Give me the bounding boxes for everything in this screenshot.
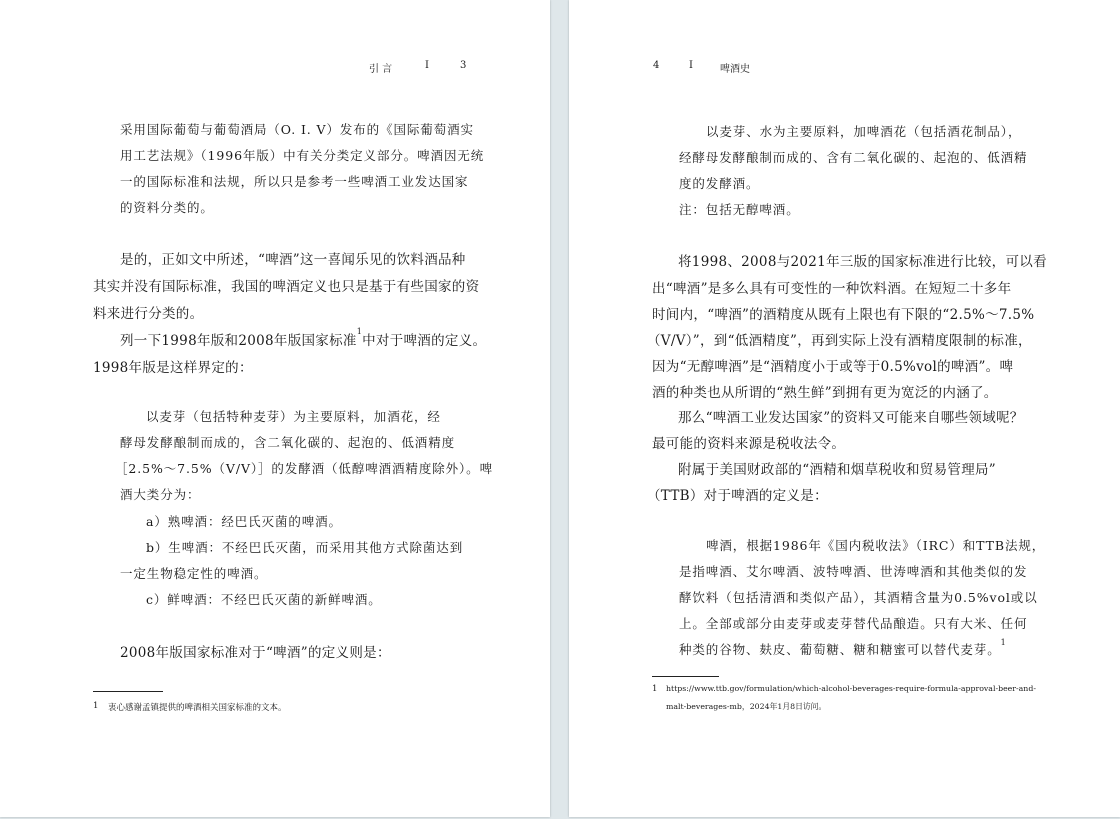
body-line: 将1998、2008与2021年三版的国家标准进行比较，可以看 (678, 254, 1047, 270)
running-header-separator: I (425, 60, 429, 71)
definition-line: 以麦芽（包括特种麦芽）为主要原料，加酒花，经 (146, 409, 441, 424)
body-line: （V/V）”，到“低酒精度”，再到实际上没有酒精度限制的标准， (647, 333, 1032, 349)
definition-line: 酒大类分为： (120, 487, 201, 502)
definition-line: c）鲜啤酒：不经巴氏灭菌的新鲜啤酒。 (146, 592, 382, 607)
body-line: 2008年版国家标准对于“啤酒”的定义则是： (120, 645, 391, 661)
quote-line: 酵饮料（包括清酒和类似产品），其酒精含量为0.5%vol或以 (679, 590, 1038, 605)
body-line: 其实并没有国际标准，我国的啤酒定义也只是基于有些国家的资 (93, 279, 480, 295)
running-header-title: 引 言 (369, 64, 393, 75)
body-line: 1998年版是这样界定的： (93, 360, 253, 376)
running-header-title: 啤酒史 (720, 64, 750, 75)
body-line: 因为“无醇啤酒”是“酒精度小于或等于0.5%vol的啤酒”。啤 (652, 359, 1014, 375)
body-line: 酒的种类也从所谓的“熟生鲜”到拥有更为宽泛的内涵了。 (652, 385, 998, 401)
quote-line: 啤酒，根据1986年《国内税收法》（IRC）和TTB法规， (706, 538, 1046, 553)
body-line: 时间内，“啤酒”的酒精度从既有上限也有下限的“2.5%～7.5% (652, 307, 1035, 323)
quote-line: 采用国际葡萄与葡萄酒局（O. I. V）发布的《国际葡萄酒实 (120, 122, 474, 137)
page-number: 3 (460, 60, 467, 71)
footnote-text: malt-beverages-mb，2024年1月8日访问。 (666, 702, 827, 711)
footnote-rule (93, 691, 163, 692)
definition-line: 酵母发酵酿制而成的，含二氧化碳的、起泡的、低酒精度 (120, 435, 456, 450)
body-line: 出“啤酒”是多么具有可变性的一种饮料酒。在短短二十多年 (652, 281, 1012, 297)
quote-line: 度的发酵酒。 (679, 176, 760, 191)
footnote-number: 1 (93, 701, 99, 711)
body-line: 最可能的资料来源是税收法令。 (652, 436, 846, 452)
left-page (0, 0, 550, 817)
footnote-number: 1 (652, 684, 658, 694)
footnote-url[interactable]: https://www.ttb.gov/formulation/which-alcohol-beverages-require-formula-approval-beer-and- (666, 684, 1036, 693)
quote-line: 上。全部或部分由麦芽或麦芽替代品酿造。只有大米、任何 (679, 616, 1028, 631)
quote-line (679, 640, 1007, 658)
footnote-ref[interactable]: 1 (356, 327, 363, 336)
body-line: 附属于美国财政部的“酒精和烟草税收和贸易管理局” (678, 462, 997, 478)
running-header-separator: I (689, 60, 693, 71)
quote-line: 注：包括无醇啤酒。 (679, 202, 800, 217)
quote-line: 一的国际标准和法规，所以只是参考一些啤酒工业发达国家 (120, 174, 469, 189)
quote-line: 经酵母发酵酿制而成的、含有二氧化碳的、起泡的、低酒精 (679, 150, 1028, 165)
definition-line: 一定生物稳定性的啤酒。 (120, 566, 268, 581)
definition-line: a）熟啤酒：经巴氏灭菌的啤酒。 (146, 514, 342, 529)
quote-line: 以麦芽、水为主要原料，加啤酒花（包括酒花制品）， (706, 124, 1022, 139)
page-number: 4 (653, 60, 660, 71)
quote-line: 用工艺法规》（1996年版）中有关分类定义部分。啤酒因无统 (120, 148, 485, 163)
footnote-ref[interactable]: 1 (1000, 638, 1007, 647)
quote-line: 是指啤酒、艾尔啤酒、波特啤酒、世涛啤酒和其他类似的发 (679, 564, 1028, 579)
body-text: 列一下1998年版和2008年版国家标准 (120, 333, 357, 349)
footnote-text: 衷心感谢孟镇提供的啤酒相关国家标准的文本。 (108, 703, 287, 713)
body-line (120, 329, 486, 349)
right-page (569, 0, 1120, 817)
body-text: 中对于啤酒的定义。 (362, 333, 487, 349)
definition-line: ［2.5%～7.5%（V/V）］的发酵酒（低醇啤酒酒精度除外）。啤 (115, 461, 493, 476)
footnote-rule (652, 676, 719, 677)
definition-line: b）生啤酒：不经巴氏灭菌，而采用其他方式除菌达到 (146, 540, 464, 555)
quote-line: 的资料分类的。 (120, 200, 214, 215)
body-line: （TTB）对于啤酒的定义是： (647, 488, 828, 504)
body-line: 那么“啤酒工业发达国家”的资料又可能来自哪些领域呢？ (678, 410, 1024, 426)
body-line: 是的，正如文中所述，“啤酒”这一喜闻乐见的饮料酒品种 (120, 252, 466, 268)
body-line: 料来进行分类的。 (93, 306, 204, 322)
quote-text: 种类的谷物、麸皮、葡萄糖、糖和糖蜜可以替代麦芽。 (679, 642, 1001, 657)
